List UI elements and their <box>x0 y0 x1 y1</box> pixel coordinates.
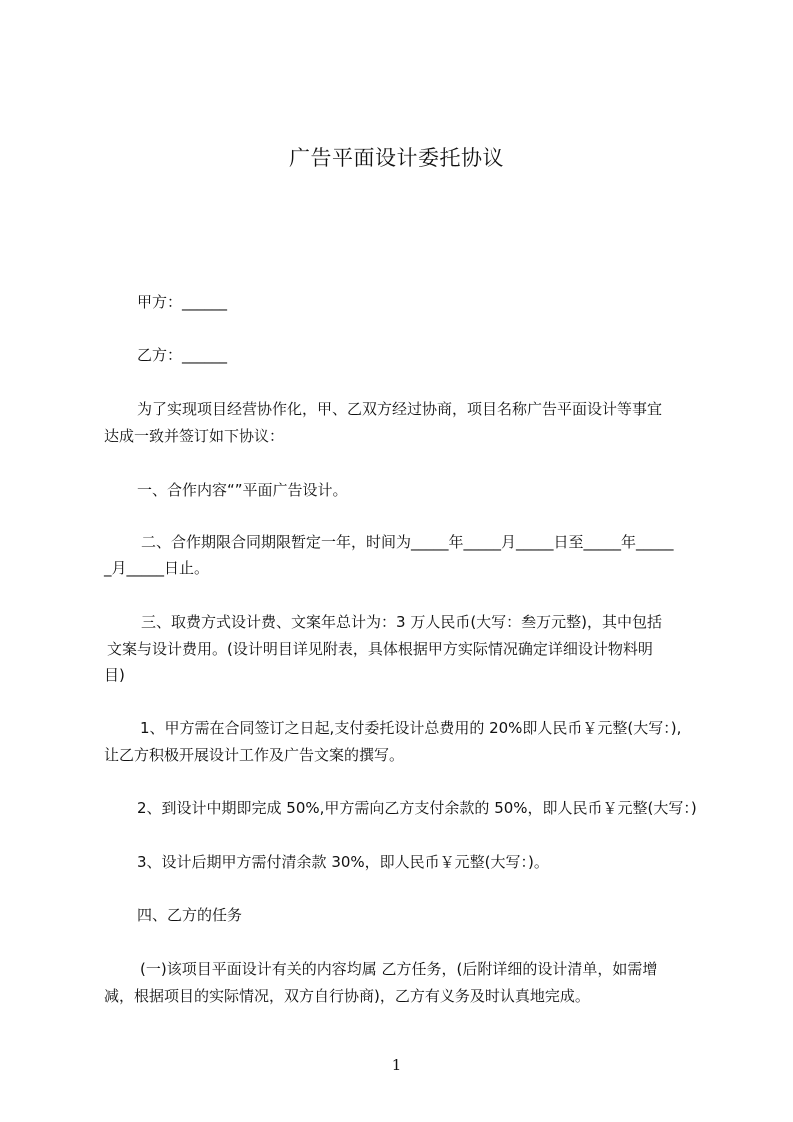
party-b-line: 乙方：______ <box>137 346 228 364</box>
clause-1-line-1: 1、甲方需在合同签订之日起,支付委托设计总费用的 20%即人民币￥元整(大写：), <box>140 719 682 737</box>
section-3-line-2: 文案与设计费用。(设计明目详见附表，具体根据甲方实际情况确定详细设计物料明 <box>107 640 653 658</box>
section-3-line-3: 目) <box>104 666 125 684</box>
party-a-line: 甲方：______ <box>137 293 228 311</box>
clause-2-line: 2、到设计中期即完成 50%,甲方需向乙方支付余款的 50%，即人民币￥元整(大写：) <box>137 799 697 817</box>
page-number: 1 <box>391 1056 402 1074</box>
section-4-heading: 四、乙方的任务 <box>137 906 243 924</box>
clause-1-line-2: 让乙方积极开展设计工作及广告文案的撰写。 <box>104 746 405 764</box>
intro-line-2: 达成一致并签订如下协议： <box>104 427 285 445</box>
section-3-line-1: 三、取费方式设计费、文案年总计为：3 万人民币(大写：叁万元整)，其中包括 <box>141 613 663 631</box>
intro-line-1: 为了实现项目经营协作化，甲、乙双方经过协商，项目名称广告平面设计等事宜 <box>137 400 663 418</box>
section-2-line-2: _月_____日止。 <box>104 559 210 577</box>
clause-3-line: 3、设计后期甲方需付清余款 30%，即人民币￥元整(大写：)。 <box>137 853 549 871</box>
section-4-item-1-line-2: 减，根据项目的实际情况，双方自行协商)，乙方有义务及时认真地完成。 <box>104 987 590 1005</box>
document-title: 广告平面设计委托协议 <box>289 146 504 170</box>
section-4-item-1-line-1: (一)该项目平面设计有关的内容均属 乙方任务，(后附详细的设计清单，如需增 <box>140 960 658 978</box>
section-1-cooperation-content: 一、合作内容“”平面广告设计。 <box>137 481 348 499</box>
section-2-line-1: 二、合作期限合同期限暂定一年，时间为_____年_____月_____日至_____年_____ <box>141 533 674 551</box>
